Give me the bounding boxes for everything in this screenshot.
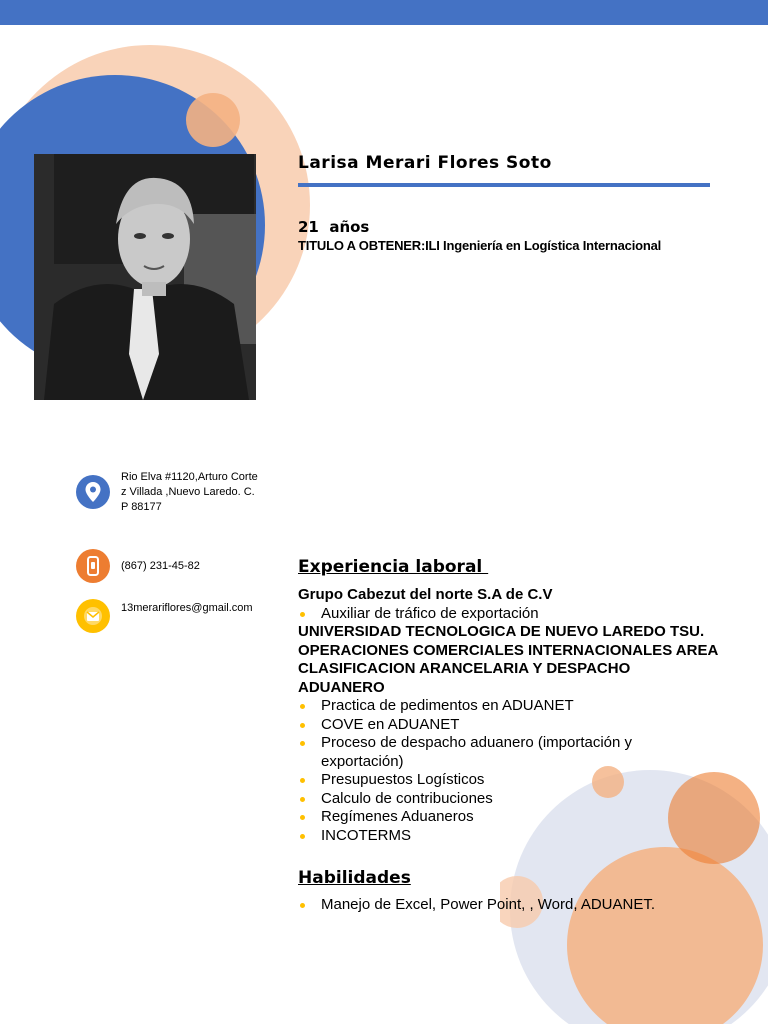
top-banner — [0, 0, 768, 25]
email-icon — [76, 599, 110, 633]
company-2: UNIVERSIDAD TECNOLOGICA DE NUEVO LAREDO TSU. OPERACIONES COMERCIALES INTERNACIONALES AREA CLASIFICACION ARANCELARIA Y DESPACHO ADUANERO — [298, 623, 718, 696]
skills-section — [298, 896, 718, 915]
skills-heading: Habilidades — [298, 868, 411, 888]
candidate-age: 21 años — [298, 218, 370, 236]
list-item: Practica de pedimentos en ADUANET — [298, 697, 718, 716]
contact-phone: (867) 231-45-82 — [121, 560, 200, 572]
list-item: Manejo de Excel, Power Point, , Word, ADUANET. — [298, 896, 718, 915]
experience-section — [298, 586, 718, 845]
orange-dot — [186, 93, 240, 147]
profile-photo — [34, 154, 256, 400]
list-item: Regímenes Aduaneros — [298, 808, 718, 827]
phone-icon — [76, 549, 110, 583]
skills-list — [298, 896, 718, 915]
company-1: Grupo Cabezut del norte S.A de C.V — [298, 586, 553, 603]
list-item: Auxiliar de tráfico de exportación — [298, 605, 718, 624]
company-2-list — [298, 697, 718, 845]
list-item: COVE en ADUANET — [298, 716, 718, 735]
contact-email: 13merariflores@gmail.com — [121, 602, 253, 614]
list-item: Presupuestos Logísticos — [298, 771, 718, 790]
degree-title: TITULO A OBTENER:ILI Ingeniería en Logística Internacional — [298, 238, 662, 253]
name-divider — [298, 183, 710, 187]
company-1-list — [298, 605, 718, 624]
candidate-name: Larisa Merari Flores Soto — [298, 153, 552, 173]
list-item: INCOTERMS — [298, 827, 718, 846]
list-item: Calculo de contribuciones — [298, 790, 718, 809]
contact-address: Rio Elva #1120,Arturo Cortez Villada ,Nuevo Laredo. C.P 88177 — [121, 471, 258, 513]
location-pin-icon — [76, 475, 110, 509]
experience-heading: Experiencia laboral — [298, 557, 489, 577]
list-item: Proceso de despacho aduanero (importación y exportación) — [298, 734, 718, 771]
